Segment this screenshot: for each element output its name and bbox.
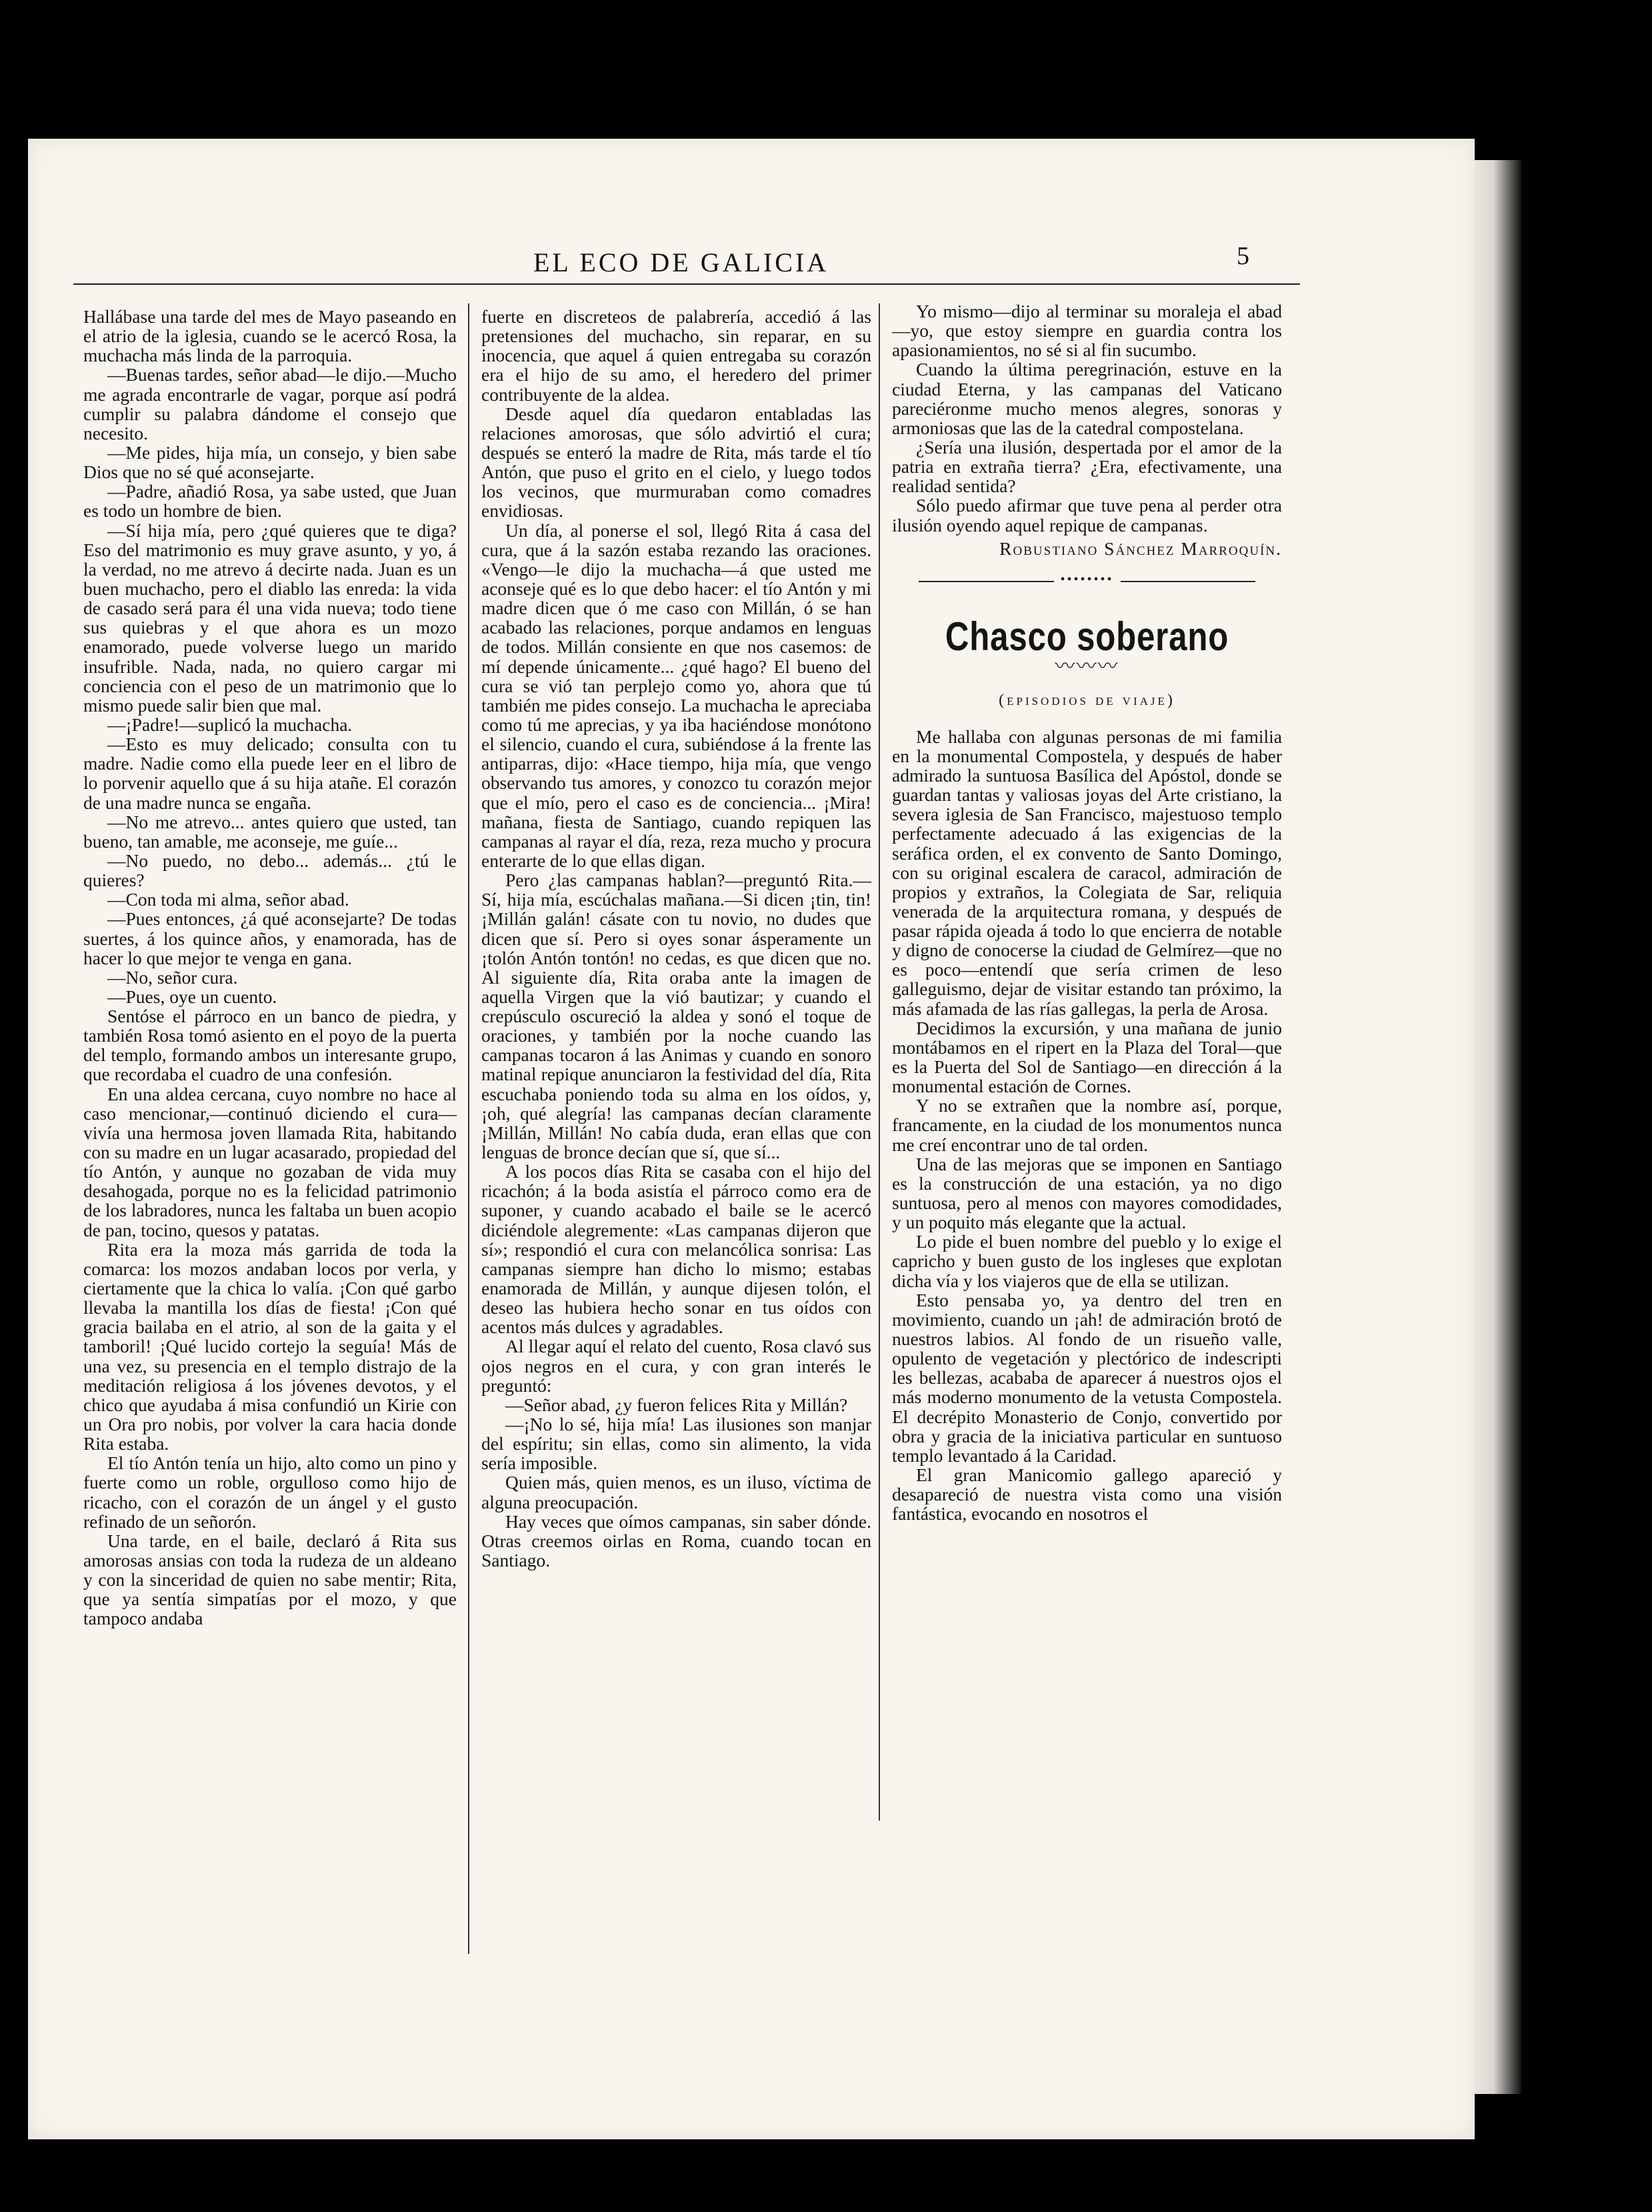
- paragraph: ¿Sería una ilusión, despertada por el amor de la patria en extraña tierra? ¿Era, efectivamente, una realidad sentida?: [892, 436, 1282, 497]
- paragraph: Me hallaba con algunas personas de mi familia en la monumental Compostela, y después de haber admirado la suntuosa Basílica del Apóstol, donde se guardan tantas y valiosas joyas del Arte cristiano, la severa iglesia de San Francisco, majestuoso templo perfectamente adecuado á las exigencias de la seráfica orden, el ex convento de Santo Domingo, con su original escalera de caracol, admiración de propios y extraños, la Colegiata de Sar, reliquia venerada de la arquitectura romana, y después de pasar rápida ojeada á todo lo que encierra de notable y digno de conocerse la ciudad de Gelmírez—que no es poco—entendí que sería crimen de leso galleguismo, dejar de visitar estando tan próximo, la más afamada de las rías gallegas, la perla de Arosa.: [892, 726, 1282, 1019]
- paragraph: Y no se extrañen que la nombre así, porque, francamente, en la ciudad de los monumentos nunca me creí encontrar uno de tal orden.: [892, 1095, 1282, 1155]
- paragraph: —Sí hija mía, pero ¿qué quieres que te diga? Eso del matrimonio es muy grave asunto, y yo, á la verdad, no me atrevo á decirte nada. Juan es un buen muchacho, pero el diablo las enreda: la vida de casado será para él una vida nueva; todo tiene sus quiebras y el que ahora es un mozo enamorado, puede volverse luego un marido insufrible. Nada, nada, no quiero cargar mi conciencia con el peso de un matrimonio que lo mismo puede salir bien que mal.: [83, 519, 457, 716]
- paragraph: Rita era la moza más garrida de toda la comarca: los mozos andaban locos por verla, y ciertamente que la chica lo valía. ¡Con qué garbo llevaba la mantilla los días de fiesta! ¡Con qué gracia bailaba en el atrio, al son de la gaita y el tamboril! ¡Qué lucido cortejo la seguía! Más de una vez, su presencia en el templo distrajo de la meditación religiosa á los jóvenes devotos, y el chico que ayudaba á misa confundió un Kirie con un Ora pro nobis, por volver la cara hacia donde Rita estaba.: [83, 1238, 457, 1454]
- paragraph: Decidimos la excursión, y una mañana de junio montábamos en el ripert en la Plaza del Toral—que es la Puerta del Sol de Santiago—en dirección á la monumental estación de Cornes.: [892, 1017, 1282, 1097]
- paragraph: Lo pide el buen nombre del pueblo y lo exige el capricho y buen gusto de los ingleses que explotan dicha vía y los viajeros que de ella se utilizan.: [892, 1231, 1282, 1291]
- paragraph: —¡Padre!—suplicó la muchacha.: [107, 714, 353, 735]
- section-subtitle: (episodios de viaje): [999, 692, 1175, 710]
- paragraph: Sólo puedo afirmar que tuve pena al perder otra ilusión oyendo aquel repique de campanas.: [892, 495, 1282, 535]
- paragraph: El tío Antón tenía un hijo, alto como un pino y fuerte como un roble, orgulloso como hijo de ricacho, con el corazón de un ángel y el gusto refinado de un señorón.: [83, 1452, 457, 1532]
- paragraph: —Esto es muy delicado; consulta con tu madre. Nadie como ella puede leer en el libro de lo porvenir aquello que á su hija atañe. El corazón de una madre nunca se engaña.: [83, 734, 457, 813]
- paragraph: —Padre, añadió Rosa, ya sabe usted, que Juan es todo un hombre de bien.: [83, 481, 457, 521]
- author-signature: Robustiano Sánchez Marroquín.: [999, 537, 1282, 559]
- paragraph: Hallábase una tarde del mes de Mayo paseando en el atrio de la iglesia, cuando se le acercó Rosa, la muchacha más linda de la parroquia.: [83, 306, 457, 366]
- paragraph: —Buenas tardes, señor abad—le dijo.—Mucho me agrada encontrarle de vagar, porque así podrá cumplir su palabra dándome el consejo que necesito.: [83, 364, 457, 443]
- column-rule-2: [879, 303, 880, 1821]
- paragraph: Esto pensaba yo, ya dentro del tren en movimiento, cuando un ¡ah! de admiración brotó de nuestros labios. Al fondo de un risueño valle, opulento de vegetación y plectórico de indescripti les bellezas, acababa de aparecer á nuestros ojos el más moderno monumento de la vetusta Compostela. El decrépito Monasterio de Conjo, convertido por obra y gracia de la iniciativa particular en suntuoso templo levantado á la Caridad.: [892, 1289, 1282, 1466]
- section-divider: [919, 572, 1255, 587]
- paragraph: Sentóse el párroco en un banco de piedra, y también Rosa tomó asiento en el poyo de la puerta del templo, formando ambos un interesante grupo, que recordaba el cuadro de una confesión.: [83, 1006, 457, 1085]
- paragraph: —Con toda mi alma, señor abad.: [107, 889, 349, 910]
- paragraph: —Señor abad, ¿y fueron felices Rita y Millán?: [505, 1394, 848, 1415]
- paragraph: Desde aquel día quedaron entabladas las relaciones amorosas, que sólo advirtió el cura; después se enteró la madre de Rita, más tarde el tío Antón, que puso el grito en el cielo, y luego todos los vecinos, que murmuraban como comadres envidiosas.: [481, 403, 871, 521]
- newspaper-header-title: EL ECO DE GALICIA: [533, 247, 829, 277]
- paragraph: Cuando la última peregrinación, estuve en la ciudad Eterna, y las campanas del Vaticano pareciéronme mucho menos alegres, sonoras y armoniosas que las de la catedral compostelana.: [892, 359, 1282, 438]
- paragraph: fuerte en discreteos de palabrería, accedió á las pretensiones del muchacho, sin reparar, en su inocencia, que aquel á quien entregaba su corazón era el hijo de su amo, el heredero del primer contribuyente de la aldea.: [481, 306, 871, 405]
- column-rule-1: [468, 303, 469, 1954]
- header-rule: [73, 283, 1300, 285]
- paragraph: Hay veces que oímos campanas, sin saber dónde. Otras creemos oirlas en Roma, cuando tocan en Santiago.: [481, 1510, 871, 1570]
- paragraph: Una de las mejoras que se imponen en Santiago es la construcción de una estación, ya no digo suntuosa, pero al menos con mayores comodidades, y un poquito más elegante que la actual.: [892, 1153, 1282, 1233]
- column-2: [481, 307, 871, 1570]
- column-1: [83, 307, 457, 1628]
- paragraph: —Me pides, hija mía, un consejo, y bien sabe Dios que no sé qué aconsejarte.: [83, 441, 457, 483]
- title-ornament: 〰〰〰: [1055, 656, 1119, 678]
- paragraph: Quien más, quien menos, es un iluso, víctima de alguna preocupación.: [481, 1472, 871, 1512]
- paragraph: Yo mismo—dijo al terminar su moraleja el abad—yo, que estoy siempre en guardia contra los apasionamientos, no sé si al fin sucumbo.: [892, 301, 1282, 361]
- paragraph: A los pocos días Rita se casaba con el hijo del ricachón; á la boda asistía el párroco como era de suponer, y cuando acabado el baile se le acercó diciéndole alegremente: «Las campanas dijeron que sí»; respondió el cura con melancólica sonrisa: Las campanas siempre han dicho lo mismo; estabas enamorada de Millán, y aunque dijesen tolón, el deseo las hubiera hecho sonar en tus oídos con acentos más dulces y agradables.: [481, 1161, 871, 1338]
- paragraph: Un día, al ponerse el sol, llegó Rita á casa del cura, que á la sazón estaba rezando las oraciones. «Vengo—le dijo la muchacha—á que usted me aconseje qué es lo que debo hacer: el tío Antón y mi madre dicen que ó me caso con Millán, ó se han acabado las relaciones, porque andamos en lenguas de todos. Millán consiente en que nos casemos: de mí depende únicamente... ¿qué hago? El bueno del cura se vió tan perplejo como yo, ahora que tú también me pides consejo. La muchacha le apreciaba como tú me aprecias, y ya iba haciéndose monótono el silencio, cuando el cura, subiéndose á la frente las antiparras, dijo: «Hace tiempo, hija mía, que vengo observando tus amores, y conozco tu corazón mejor que el mío, pero el caso es de conciencia... ¡Mira! mañana, fiesta de Santiago, cuando repiquen las campanas al rayar el día, reza, reza mucho y procura enterarte de lo que ellas digan.: [481, 519, 871, 871]
- page-edge: [1475, 160, 1521, 2094]
- paragraph: —No me atrevo... antes quiero que usted, tan bueno, tan amable, me aconseje, me guíe...: [83, 811, 457, 852]
- paragraph: En una aldea cercana, cuyo nombre no hace al caso mencionar,—continuó diciendo el cura—vivía una hermosa joven llamada Rita, habitando con su madre en un lugar acasarado, propiedad del tío Antón, y aunque no gozaban de vida muy desahogada, porque no es la felicidad patrimonio de los labradores, nunca les faltaba un buen acopio de pan, tocino, quesos y patatas.: [83, 1083, 457, 1240]
- paragraph: Al llegar aquí el relato del cuento, Rosa clavó sus ojos negros en el cura, y con gran interés le preguntó:: [481, 1336, 871, 1396]
- section-body: [892, 727, 1282, 1524]
- column-3: [892, 301, 1282, 1523]
- divider-ornament: ••••••••: [1053, 573, 1120, 587]
- paragraph: —Pues, oye un cuento.: [107, 986, 277, 1007]
- paragraph: Una tarde, en el baile, declaró á Rita sus amorosas ansias con toda la rudeza de un aldeano y con la sinceridad de quien no sabe mentir; Rita, que ya sentía simpatías por el mozo, y que tampoco andaba: [83, 1530, 457, 1629]
- page-number: 5: [1237, 242, 1249, 270]
- paragraph: Pero ¿las campanas hablan?—preguntó Rita.—Sí, hija mía, escúchalas mañana.—Si dicen ¡tin, tin! ¡Millán galán! cásate con tu novio, no dudes que dicen que sí. Pero si oyes sonar ásperamente un ¡tolón Antón tontón! no cedas, es que dicen que no. Al siguiente día, Rita oraba ante la imagen de aquella Virgen que la vió bautizar; y cuando el crepúsculo oscureció la aldea y sonó el toque de oraciones, y también por la noche cuando las campanas tocaron á las Animas y cuando en sonoro matinal repique anunciaron la festividad del día, Rita escuchaba poniendo toda su alma en los oídos, y, ¡oh, qué alegría! las campanas decían claramente ¡Millán, Millán! No cabía duda, eran ellas que con lenguas de bronce decían que sí, que sí...: [481, 870, 871, 1163]
- paragraph: —¡No lo sé, hija mía! Las ilusiones son manjar del espíritu; sin ellas, como sin alimento, la vida sería imposible.: [481, 1414, 871, 1474]
- paragraph: —No puedo, no debo... además... ¿tú le quieres?: [83, 850, 457, 891]
- section-title: Chasco soberano: [945, 614, 1229, 659]
- paragraph: —No, señor cura.: [107, 966, 238, 988]
- paragraph: El gran Manicomio gallego apareció y desapareció de nuestra vista como una visión fantástica, evocando en nosotros el: [892, 1464, 1282, 1524]
- paragraph: —Pues entonces, ¿á qué aconsejarte? De todas suertes, á los quince años, y enamorada, has de hacer lo que mejor te venga en gana.: [83, 908, 457, 968]
